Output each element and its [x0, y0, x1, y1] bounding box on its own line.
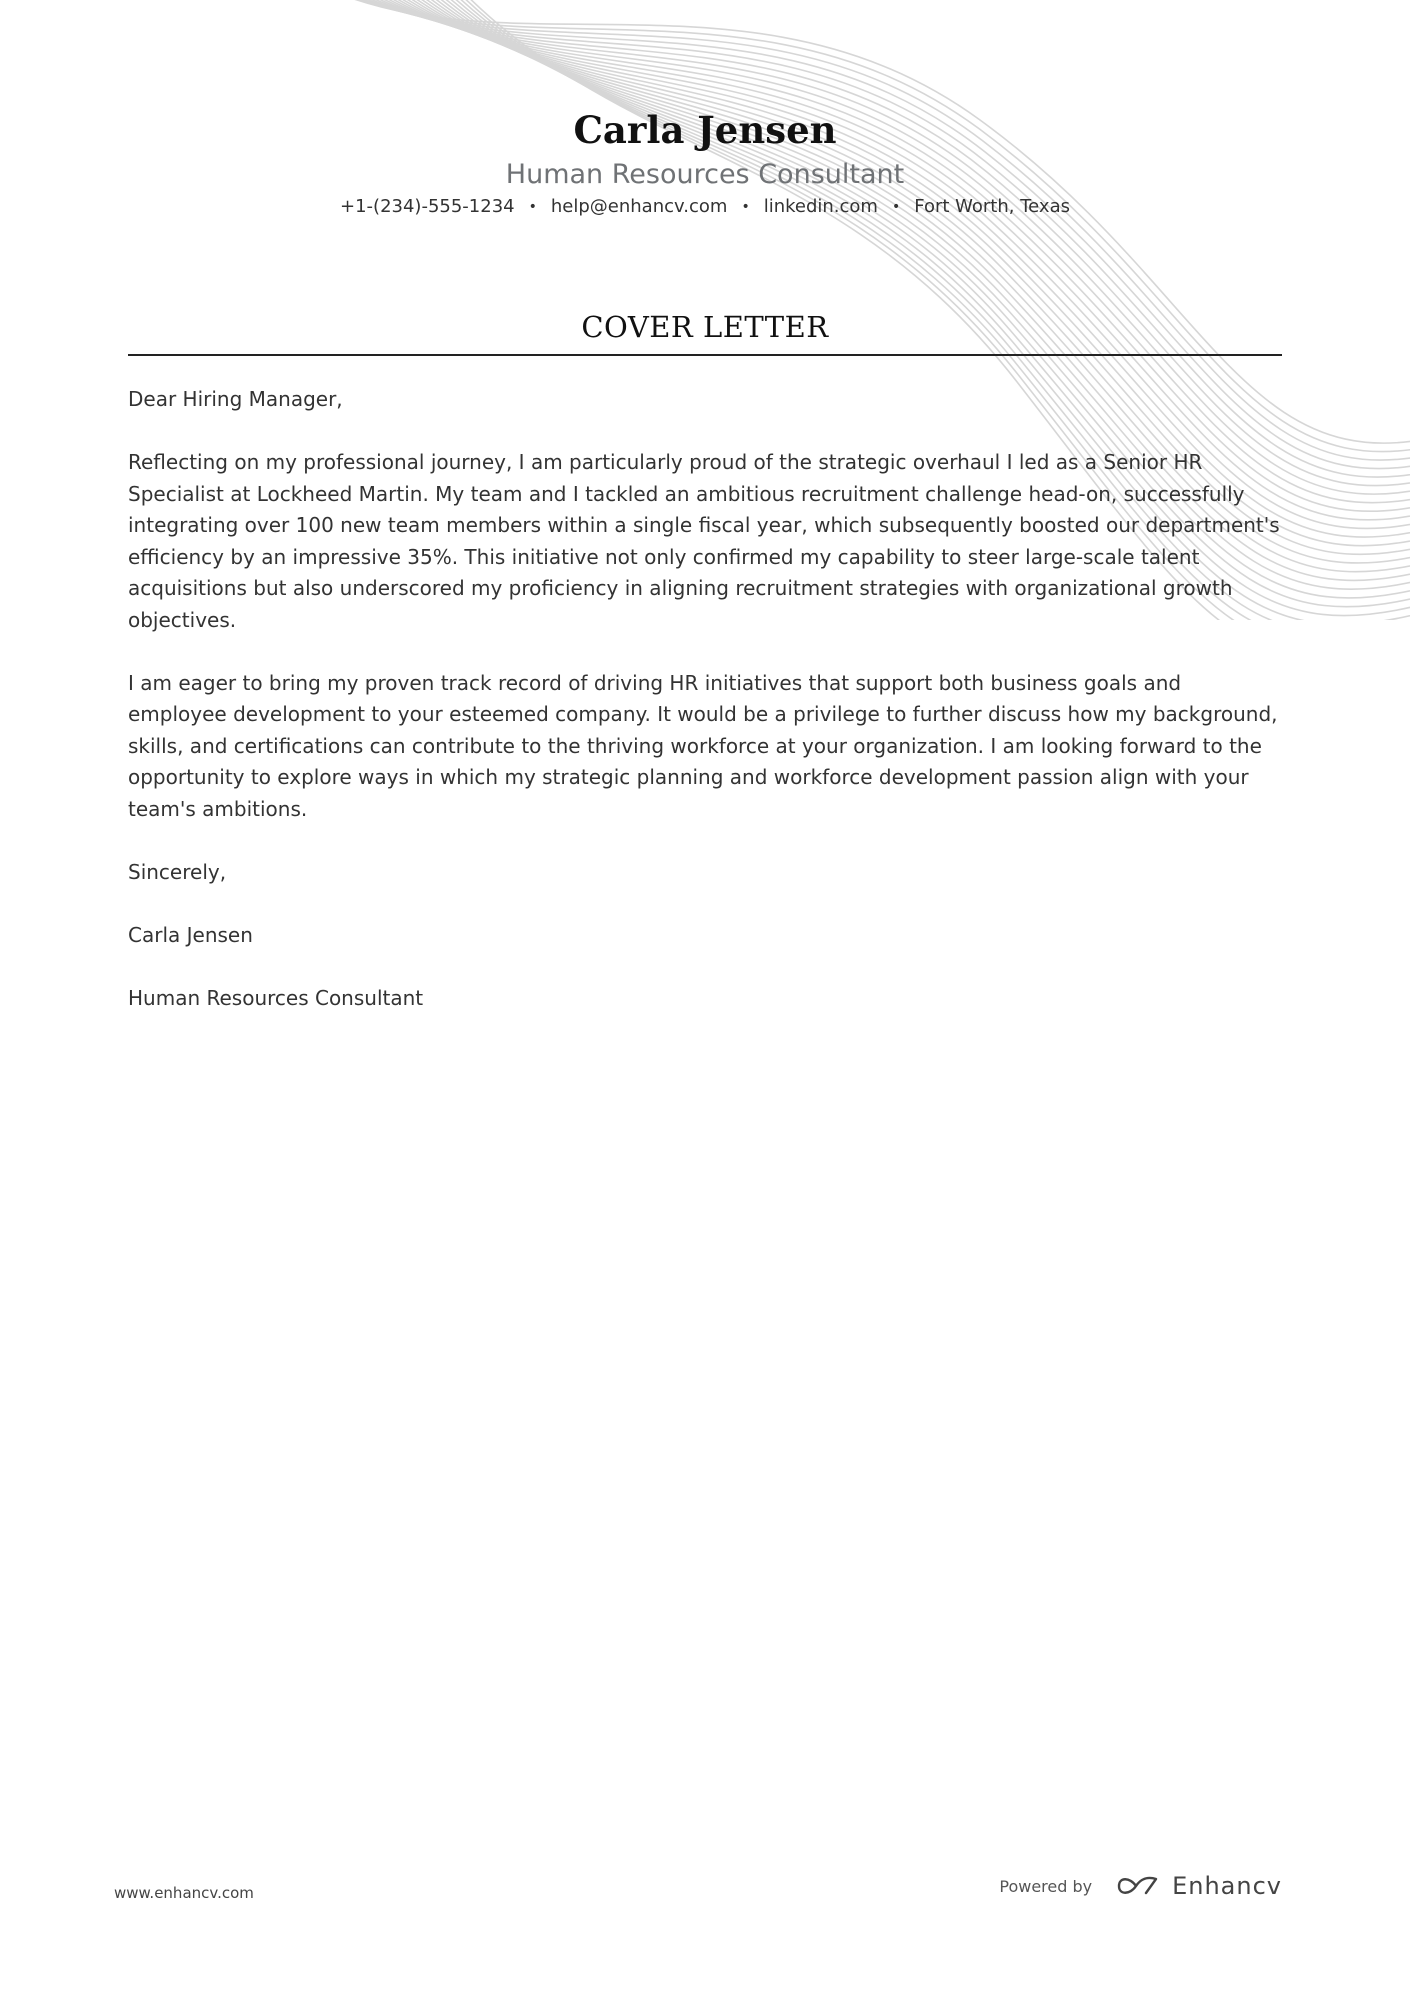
phone: +1-(234)-555-1234	[340, 196, 515, 217]
candidate-role: Human Resources Consultant	[505, 159, 905, 190]
enhancv-logo-icon	[1116, 1874, 1162, 1898]
title-divider	[128, 354, 1282, 356]
header	[0, 106, 1410, 220]
brand-name: Enhancv	[1172, 1872, 1282, 1900]
closing: Sincerely,	[128, 859, 227, 884]
separator-dot: •	[741, 199, 750, 215]
location: Fort Worth, Texas	[914, 196, 1070, 217]
paragraph-1: Reflecting on my professional journey, I am particularly proud of the strategic overhaul I led as a Senior HR Specialist at Lockheed Martin. My team and I tackled an ambitious recruitment challenge head-on, successfully integrating over 100 new team members within a single fiscal year, which subsequently boosted our department's efficiency by an impressive 35%. This initiative not only confirmed my capability to steer large-scale talent acquisitions but also underscored my proficiency in aligning recruitment strategies with organizational growth objectives.	[128, 450, 1280, 632]
email: help@enhancv.com	[550, 196, 728, 217]
greeting: Dear Hiring Manager,	[128, 387, 343, 411]
section-title: COVER LETTER	[581, 310, 829, 344]
letter-body	[128, 384, 1282, 1046]
separator-dot: •	[528, 199, 537, 215]
separator-dot: •	[891, 199, 901, 215]
paragraph-2: I am eager to bring my proven track record of driving HR initiatives that support both business goals and employee development to your esteemed company. It would be a privilege to further discuss how my background, skills, and certifications can contribute to the thriving workforce at your organization. I am looking forward to the opportunity to explore ways in which my strategic planning and workforce development passion align with your team's ambitions.	[128, 670, 1278, 821]
signature-name: Carla Jensen	[128, 922, 253, 947]
powered-by-label: Powered by	[999, 1876, 1093, 1896]
footer-branding	[999, 1872, 1282, 1900]
brand-logo	[1116, 1872, 1282, 1900]
signature-title: Human Resources Consultant	[128, 985, 424, 1010]
footer-website: www.enhancv.com	[114, 1884, 254, 1902]
linkedin: linkedin.com	[763, 196, 878, 217]
candidate-name: Carla Jensen	[573, 108, 837, 152]
contact-line	[0, 194, 1410, 220]
